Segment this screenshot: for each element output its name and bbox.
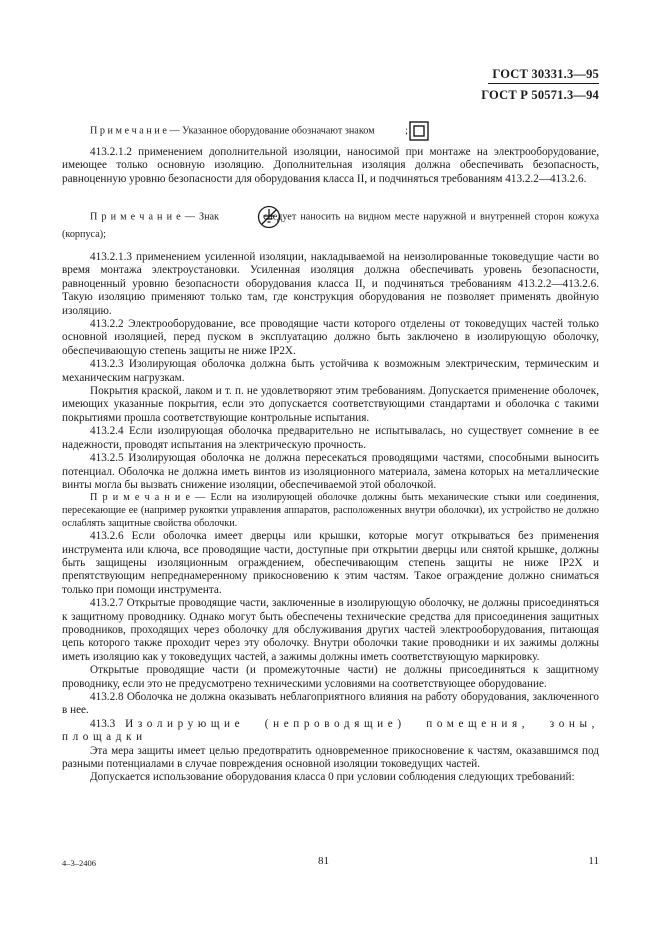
standard-number-secondary: ГОСТ Р 50571.3—94: [481, 88, 599, 102]
header-divider: [488, 83, 599, 84]
paragraph-exposed-parts: Открытые проводящие части (и промежуточные части) не должны присоединяться к защитному проводнику, если это не предусмотрено техническими условиями на соответствующее оборудование.: [62, 664, 599, 690]
paragraph-413-2-6: 413.2.6 Если оболочка имеет дверцы или крышки, которые могут открываться без применения инструмента или ключа, все проводящие части, доступные при открытии дверцы или снятой крышке, должны быть защищены изоляционным ограждением, обеспечивающим степень защиты не ниже IP2X и препятствующим непреднамеренному прикосновению к этим частям. Такое ограждение должно сниматься только при помощи инструмента.: [62, 530, 599, 596]
no-earthing-symbol-icon: [229, 205, 253, 229]
paragraph-413-2-1-3: 413.2.1.3 применением усиленной изоляции, накладываемой на неизолированные токоведущие части во время монтажа электроустановки. Усиленная изоляция должна обеспечивать уровень безопасности, равноценный уровню безопасности оборудования класса II, и подчиняться требованиям 413.2.2—413.2.6. Такую изоляцию применяют только там, где конструкция оборудования не позволяет применять двойную изоляцию.: [62, 251, 599, 317]
note1-suffix: ;: [405, 125, 408, 137]
paragraph-413-2-8: 413.2.8 Оболочка не должна оказывать неблагоприятного влияния на работу оборудования, заключенного в нее.: [62, 690, 599, 717]
print-code: 4–3–2406: [62, 858, 96, 868]
paragraph-413-2-1-2: 413.2.1.2 применением дополнительной изоляции, наносимой при монтаже на электрооборудование, имеющее только основную изоляцию. Дополнительная изоляция должна обеспечивать безопасность, равноценную уровню безопасности для оборудования класса II, и подчиняться требованиям 413.2.2—413.2.6.: [62, 146, 599, 185]
paragraph-413-3-purpose: Эта мера защиты имеет целью предотвратить одновременное прикосновение к частям, оказавшимся под разными потенциалами в случае повреждения основной изоляции токоведущих частей.: [62, 744, 599, 770]
paragraph-413-2-3: 413.2.3 Изолирующая оболочка должна быть устойчива к возможным электрическим, термическим и механическим нагрузкам.: [62, 358, 599, 384]
main-body: [62, 251, 599, 785]
section-number: 413.3: [90, 717, 116, 730]
note2-suffix: следует наносить на видном месте наружной и внутренней сторон кожуха (корпуса);: [62, 211, 599, 240]
paragraph-413-2-2: 413.2.2 Электрооборудование, все проводящие части которого отделены от токоведущих частей только основной изоляцией, перед пуском в эксплуатацию должно быть заключено в изолирующую оболочку, обеспечивающую степень защиты не ниже IP2X.: [62, 318, 599, 357]
page-number-right: 11: [588, 855, 599, 867]
note-symbol-placement: [62, 205, 599, 242]
paragraph-413-2-5: 413.2.5 Изолирующая оболочка не должна пересекаться проводящими частями, способными выносить потенциал. Оболочка не должна иметь винтов из изоляционного материала, замена которых на металлические винты могла бы вызвать снижение изоляции, обеспечиваемой этой оболочкой.: [62, 452, 599, 491]
note-class-ii-symbol: [62, 121, 599, 141]
page-number-center: 81: [318, 855, 329, 867]
double-insulation-square-icon: [381, 121, 401, 141]
section-title: Изолирующие (непроводящие) помещения, зоны, площадки: [62, 717, 599, 744]
paragraph-413-2-7: 413.2.7 Открытые проводящие части, заключенные в изолирующую оболочку, не должны присоединяться к защитному проводнику. Однако могут быть обеспечены технические средства для присоединения защитных проводников, проходящих через оболочку для обслуживания других частей электрооборудования, питающая цепь которого также проходит через эту оболочку. Внутри оболочки такие проводники и их зажимы должны иметь изоляцию как у токоведущих частей, а зажимы должны иметь соответствующую маркировку.: [62, 597, 599, 663]
section-413-3-heading: [62, 718, 599, 745]
note1-text: П р и м е ч а н и е — Указанное оборудование обозначают знаком: [90, 125, 375, 137]
note-mechanical-joints: П р и м е ч а н и е — Если на изолирующей оболочке должны быть механические стыки или соединения, пересекающие ее (например рукоятки управления аппаратов, расположенных внутри оболочки), их устройство не должно ослаблять защитные свойства оболочки.: [62, 492, 599, 529]
paragraph-413-3-class0: Допускается использование оборудования класса 0 при условии соблюдения следующих требований:: [90, 771, 575, 784]
paragraph-413-2-4: 413.2.4 Если изолирующая оболочка предварительно не испытывалась, но существует сомнение в ее надежности, проводят испытания на электрическую прочность.: [62, 425, 599, 451]
standard-number-primary: ГОСТ 30331.3—95: [492, 67, 599, 81]
note2-text: П р и м е ч а н и е — Знак: [90, 211, 219, 223]
paragraph-coatings: Покрытия краской, лаком и т. п. не удовлетворяют этим требованиям. Допускается применение оболочек, имеющих указанные покрытия, если это допускается соответствующими стандартами и оболочка с такими покрытиями прошла соответствующие контрольные испытания.: [62, 385, 599, 424]
